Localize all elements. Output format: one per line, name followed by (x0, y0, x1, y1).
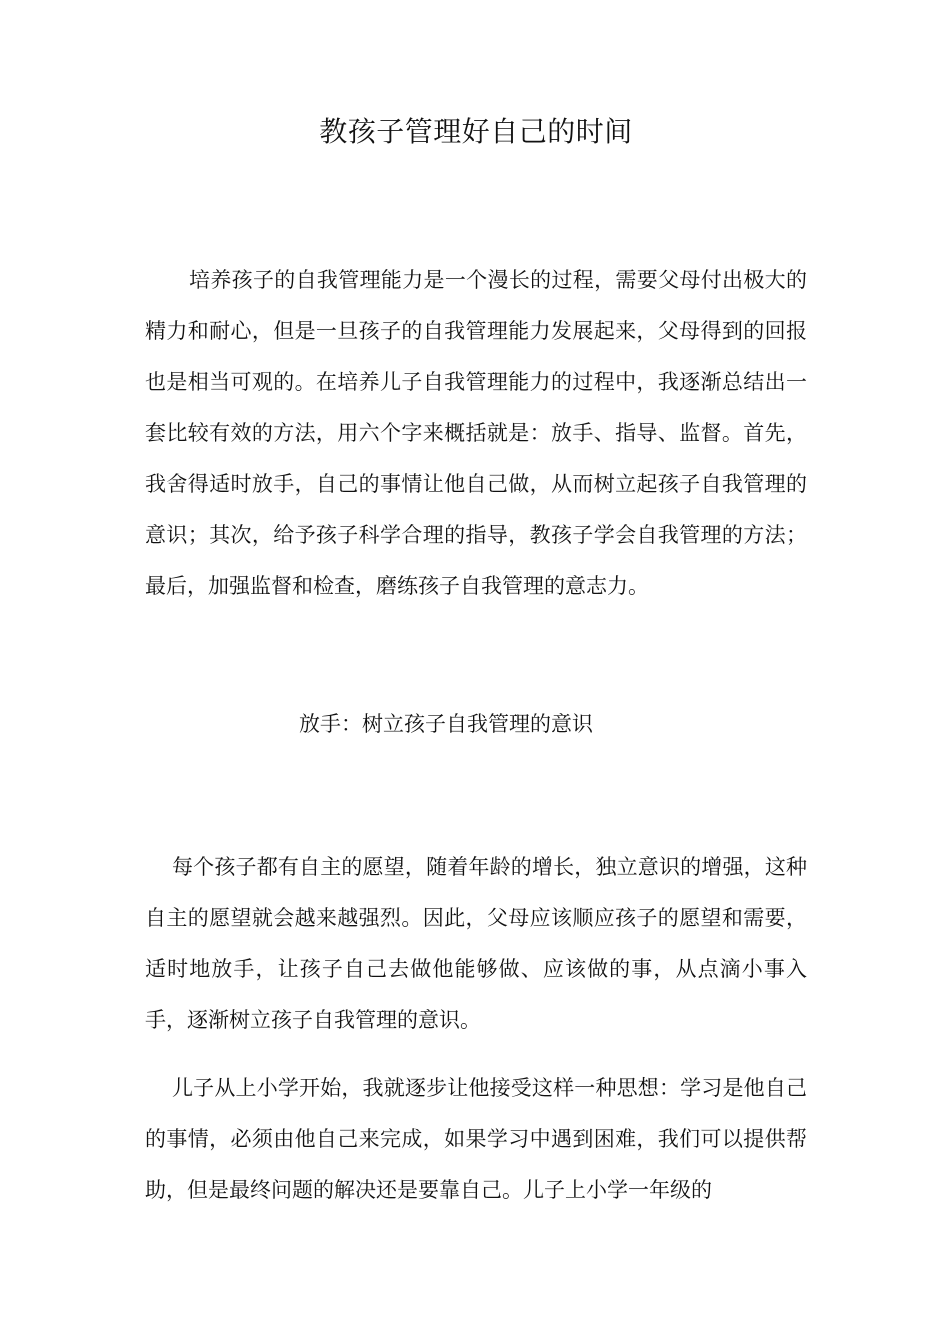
body-paragraph: 每个孩子都有自主的愿望，随着年龄的增长，独立意识的增强，这种自主的愿望就会越来越强烈。因此，父母应该顺应孩子的愿望和需要，适时地放手，让孩子自己去做他能够做、应该做的事，从点滴小事入手，逐渐树立孩子自我管理的意识。 (145, 855, 807, 1032)
section-heading: 放手：树立孩子自我管理的意识 (299, 712, 593, 736)
body-paragraph: 儿子从上小学开始，我就逐步让他接受这样一种思想：学习是他自己的事情，必须由他自己来完成，如果学习中遇到困难，我们可以提供帮助，但是最终问题的解决还是要靠自己。儿子上小学一年级的 (145, 1076, 807, 1202)
document-title: 教孩子管理好自己的时间 (319, 115, 633, 148)
intro-paragraph: 培养孩子的自我管理能力是一个漫长的过程，需要父母付出极大的精力和耐心，但是一旦孩子的自我管理能力发展起来，父母得到的回报也是相当可观的。在培养儿子自我管理能力的过程中，我逐渐总结出一套比较有效的方法，用六个字来概括就是：放手、指导、监督。首先，我舍得适时放手，自己的事情让他自己做，从而树立起孩子自我管理的意识；其次，给予孩子科学合理的指导，教孩子学会自我管理的方法；最后，加强监督和检查，磨练孩子自我管理的意志力。 (145, 268, 807, 598)
